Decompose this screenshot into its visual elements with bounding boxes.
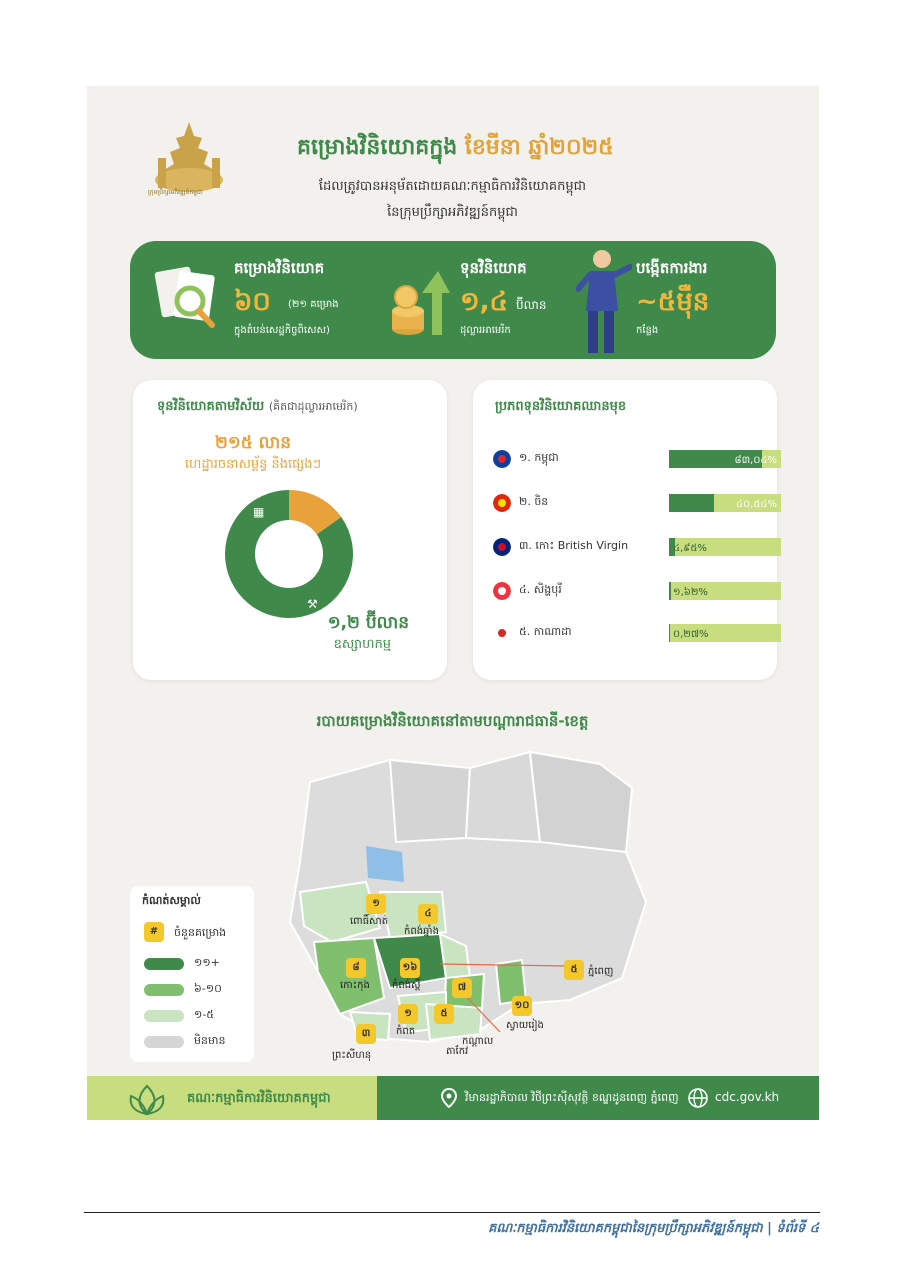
legend-label: មិនមាន	[194, 1034, 226, 1047]
province-name: កំពង់ស្ពឺ	[392, 980, 421, 991]
country-value: ៤,៩៥%	[673, 543, 707, 554]
title-highlight: ខែមីនា ឆ្នាំ២០២៥	[464, 135, 614, 160]
legend-swatch	[144, 1036, 184, 1048]
province-count-badge: ១០	[512, 996, 532, 1016]
country-value: ១,៦២%	[673, 587, 708, 598]
country-value: ០,២៧%	[673, 629, 709, 640]
legend-title: កំណត់សម្គាល់	[142, 894, 201, 907]
province-name: កោះកុង	[340, 980, 370, 991]
footer-website-link[interactable]: cdc.gov.kh	[715, 1090, 780, 1104]
country-bar	[669, 582, 781, 600]
province-name: ស្វាយរៀង	[506, 1020, 544, 1031]
country-bar-fill	[669, 494, 714, 512]
legend-badge-label: ចំនួនគម្រោង	[174, 926, 227, 939]
country-bar-fill	[669, 582, 671, 600]
kpi-capital-currency: ដុល្លារអាមេរិក	[460, 325, 511, 336]
country-name: ១. កម្ពុជា	[519, 451, 559, 464]
province-count-badge: ៧	[452, 978, 472, 998]
cdc-emblem-logo	[150, 118, 228, 214]
legend-label: ១១+	[194, 956, 220, 969]
province-name: កំពត	[396, 1026, 416, 1037]
legend-swatch	[144, 958, 184, 970]
singapore-flag-icon	[493, 582, 511, 600]
province-count-badge: ១	[366, 894, 386, 914]
legend-swatch	[144, 1010, 184, 1022]
sector-title-note: (គិតជាដុល្លារអាមេរិក)	[268, 400, 358, 413]
page-title	[297, 133, 614, 165]
sources-card-title: ប្រភពទុនវិនិយោគឈានមុខ	[495, 399, 627, 414]
footer-org-name: គណៈកម្មាធិការវិនិយោគកម្ពុជា	[187, 1091, 331, 1106]
kpi-capital-label: ទុនវិនិយោគ	[460, 259, 527, 277]
page-divider	[84, 1212, 820, 1213]
province-name: ព្រះសីហនុ	[332, 1050, 372, 1061]
page-footer-text: គណៈកម្មាធិការវិនិយោគកម្ពុជានៃក្រុមប្រឹក្សាអភិវឌ្ឍន៍កម្ពុជា | ទំព័រទី ៤	[488, 1221, 819, 1236]
country-value: ៨៣,០៤%	[734, 455, 777, 466]
country-row	[493, 622, 763, 644]
country-value: ៤០,៥៤%	[735, 499, 777, 510]
china-flag-icon	[493, 494, 511, 512]
subtitle-line-1: ដែលត្រូវបានអនុម័តដោយគណៈកម្មាធិការវិនិយោគកម្ពុជា	[318, 179, 587, 194]
sector-card-title	[157, 398, 358, 417]
cambodia-province-map	[270, 742, 656, 1054]
title-main: គម្រោងវិនិយោគក្នុង	[297, 135, 458, 160]
footer-address: វិមានរដ្ឋាភិបាល វិថីព្រះស៊ីសុវត្ថិ ខណ្ឌដូនពេញ ភ្នំពេញ	[465, 1091, 679, 1104]
logo-caption: ក្រុមប្រឹក្សាអភិវឌ្ឍន៍កម្ពុជា	[148, 189, 203, 196]
canada-flag-icon	[493, 624, 511, 642]
province-count-badge: ៥	[434, 1004, 454, 1024]
province-count-badge: ៣	[356, 1024, 376, 1044]
building-icon: ▦	[253, 505, 265, 519]
country-bar	[669, 450, 781, 468]
province-name: កណ្តាល	[462, 1036, 494, 1047]
industry-label: ឧស្សាហកម្ម	[333, 637, 391, 652]
coins-growth-icon	[388, 265, 450, 339]
country-bar	[669, 538, 781, 556]
province-count-badge: ១	[398, 1004, 418, 1024]
sector-card	[133, 380, 447, 680]
map-title: របាយគម្រោងវិនិយោគនៅតាមបណ្តារាជធានី-ខេត្ត	[316, 712, 589, 730]
businessman-icon	[576, 245, 632, 357]
country-row	[493, 492, 777, 514]
subtitle-line-2: នៃក្រុមប្រឹក្សាអភិវឌ្ឍន៍កម្ពុជា	[387, 205, 518, 220]
country-name: ២. ចិន	[519, 495, 549, 508]
province-count-badge: ៤	[418, 904, 438, 924]
legend-label: ៦-១០	[194, 982, 222, 995]
location-pin-icon	[441, 1088, 457, 1108]
province-count-badge: ៥	[564, 960, 584, 980]
kpi-capital-value: ១,៤	[460, 287, 508, 317]
legend-swatch	[144, 984, 184, 996]
infra-value: ២១៥ លាន	[214, 433, 292, 453]
kpi-projects-label: គម្រោងវិនិយោគ	[234, 259, 325, 277]
country-bar	[669, 624, 781, 642]
lotus-ornament-icon	[117, 1082, 177, 1118]
country-name: ៥. កាណាដា	[519, 625, 572, 638]
country-name: ៤. សិង្ហបុរី	[519, 583, 562, 596]
country-name: ៣. កោះ British Virgin	[519, 539, 629, 552]
legend-label: ១-៥	[194, 1008, 215, 1021]
province-count-badge: ៨	[346, 958, 366, 978]
country-row	[493, 580, 763, 602]
kpi-projects-value: ៦០	[234, 287, 271, 317]
bvi-flag-icon	[493, 538, 511, 556]
sector-title-text: ទុនវិនិយោគតាមវិស័យ	[157, 399, 265, 414]
province-count-badge: ១៦	[400, 958, 420, 978]
document-magnifier-icon	[154, 263, 224, 337]
map-legend	[130, 886, 254, 1062]
infra-label: ហេដ្ឋារចនាសម្ព័ន្ធ និងផ្សេងៗ	[184, 457, 322, 472]
province-name: ពោធិ៍សាត់	[350, 916, 389, 927]
legend-badge-symbol: #	[144, 922, 164, 942]
cambodia-flag-icon	[493, 450, 511, 468]
kpi-projects-note-2: ក្នុងតំបន់សេដ្ឋកិច្ចពិសេស)	[234, 325, 330, 336]
country-bar	[669, 494, 781, 512]
province-name: កំពង់ឆ្នាំង	[404, 926, 439, 937]
factory-icon: ⚒	[307, 597, 318, 611]
kpi-capital-unit: ប៊ីលាន	[516, 298, 547, 312]
globe-icon	[687, 1087, 709, 1109]
industry-value: ១,២ ប៊ីលាន	[327, 613, 409, 633]
country-row	[493, 448, 777, 470]
country-row	[493, 536, 763, 558]
sources-card	[473, 380, 777, 680]
province-name: ភ្នំពេញ	[588, 966, 614, 977]
kpi-projects-note-1: (២១ គម្រោង	[288, 299, 339, 310]
province-name: តាកែវ	[446, 1046, 469, 1057]
kpi-banner	[130, 241, 776, 359]
footer-banner	[87, 1076, 819, 1120]
kpi-jobs-unit: កន្លែង	[636, 325, 659, 336]
sector-donut-chart	[221, 486, 357, 622]
kpi-jobs-value: ~៥ម៉ឺន	[636, 287, 710, 317]
kpi-jobs-label: បង្កើតការងារ	[636, 259, 708, 277]
